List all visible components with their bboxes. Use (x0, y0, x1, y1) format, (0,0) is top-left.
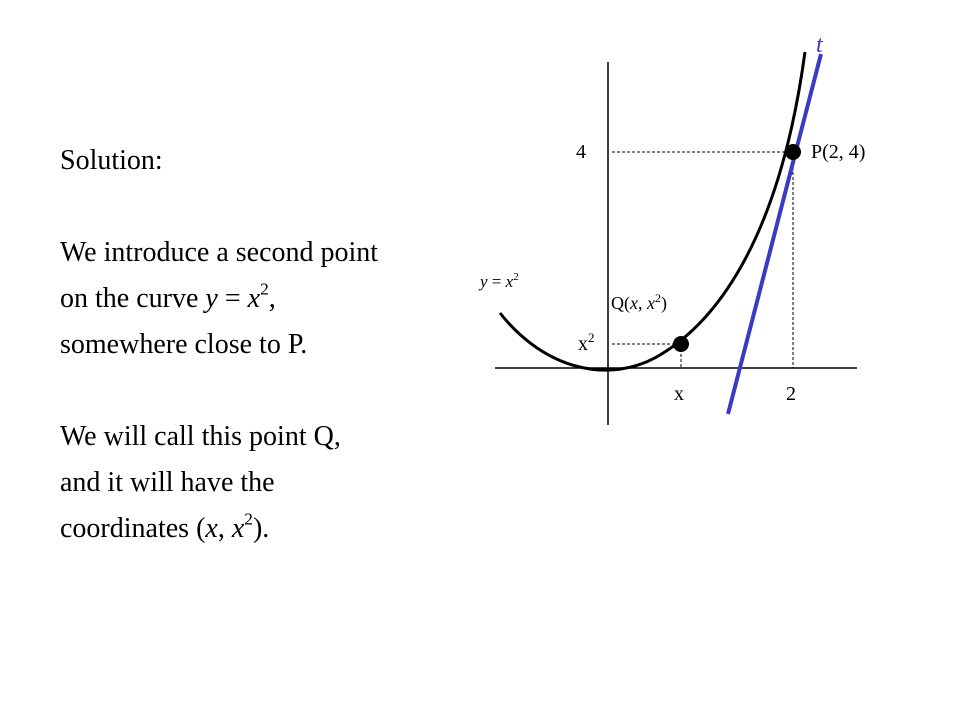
point-q-label (611, 291, 667, 314)
var-y: y (205, 283, 218, 314)
curve-label-exp: 2 (513, 271, 519, 283)
q-sep: , (638, 293, 647, 313)
curve-label-eq: = (487, 272, 506, 291)
equals-sign: = (217, 283, 248, 314)
paragraph-1-line-3: somewhere close to P. (60, 329, 308, 360)
point-p-label: P(2, 4) (811, 141, 866, 163)
text-run: on the curve (60, 283, 206, 314)
point-q (673, 336, 689, 352)
curve-label-y: y (480, 272, 488, 291)
text-run: coordinates ( (60, 513, 206, 544)
tick-label-x-x: x (674, 383, 684, 405)
paragraph-1-line-1: We introduce a second point (60, 237, 379, 268)
parabola-curve (500, 52, 805, 370)
q-x2: x (647, 293, 655, 313)
paragraph-2-line-2: and it will have the (60, 467, 275, 498)
closing-text: ). (252, 513, 270, 544)
var-x: x (247, 283, 261, 314)
paragraph-2-line-1: We will call this point Q, (60, 421, 341, 452)
var-x: x (231, 513, 245, 544)
curve-label-x: x (505, 272, 514, 291)
point-p (785, 144, 801, 160)
tangent-label: t (816, 32, 823, 58)
tick-label-y-x2 (578, 330, 595, 355)
tick-label-y-4: 4 (576, 141, 586, 163)
q-suffix: ) (661, 293, 667, 313)
solution-heading: Solution: (60, 145, 163, 176)
q-x: x (630, 293, 638, 313)
var-x: x (205, 513, 218, 544)
exponent: 2 (244, 509, 253, 529)
tick-x2-base: x (578, 333, 588, 355)
comma: , (268, 283, 276, 314)
tick-label-x-2: 2 (786, 383, 796, 405)
exponent: 2 (260, 279, 269, 299)
comma-separator: , (217, 513, 232, 544)
tangent-line (728, 54, 821, 414)
curve-label (478, 271, 519, 291)
q-exp: 2 (655, 291, 661, 305)
q-prefix: Q( (611, 293, 630, 313)
tick-x2-exp: 2 (588, 330, 595, 345)
